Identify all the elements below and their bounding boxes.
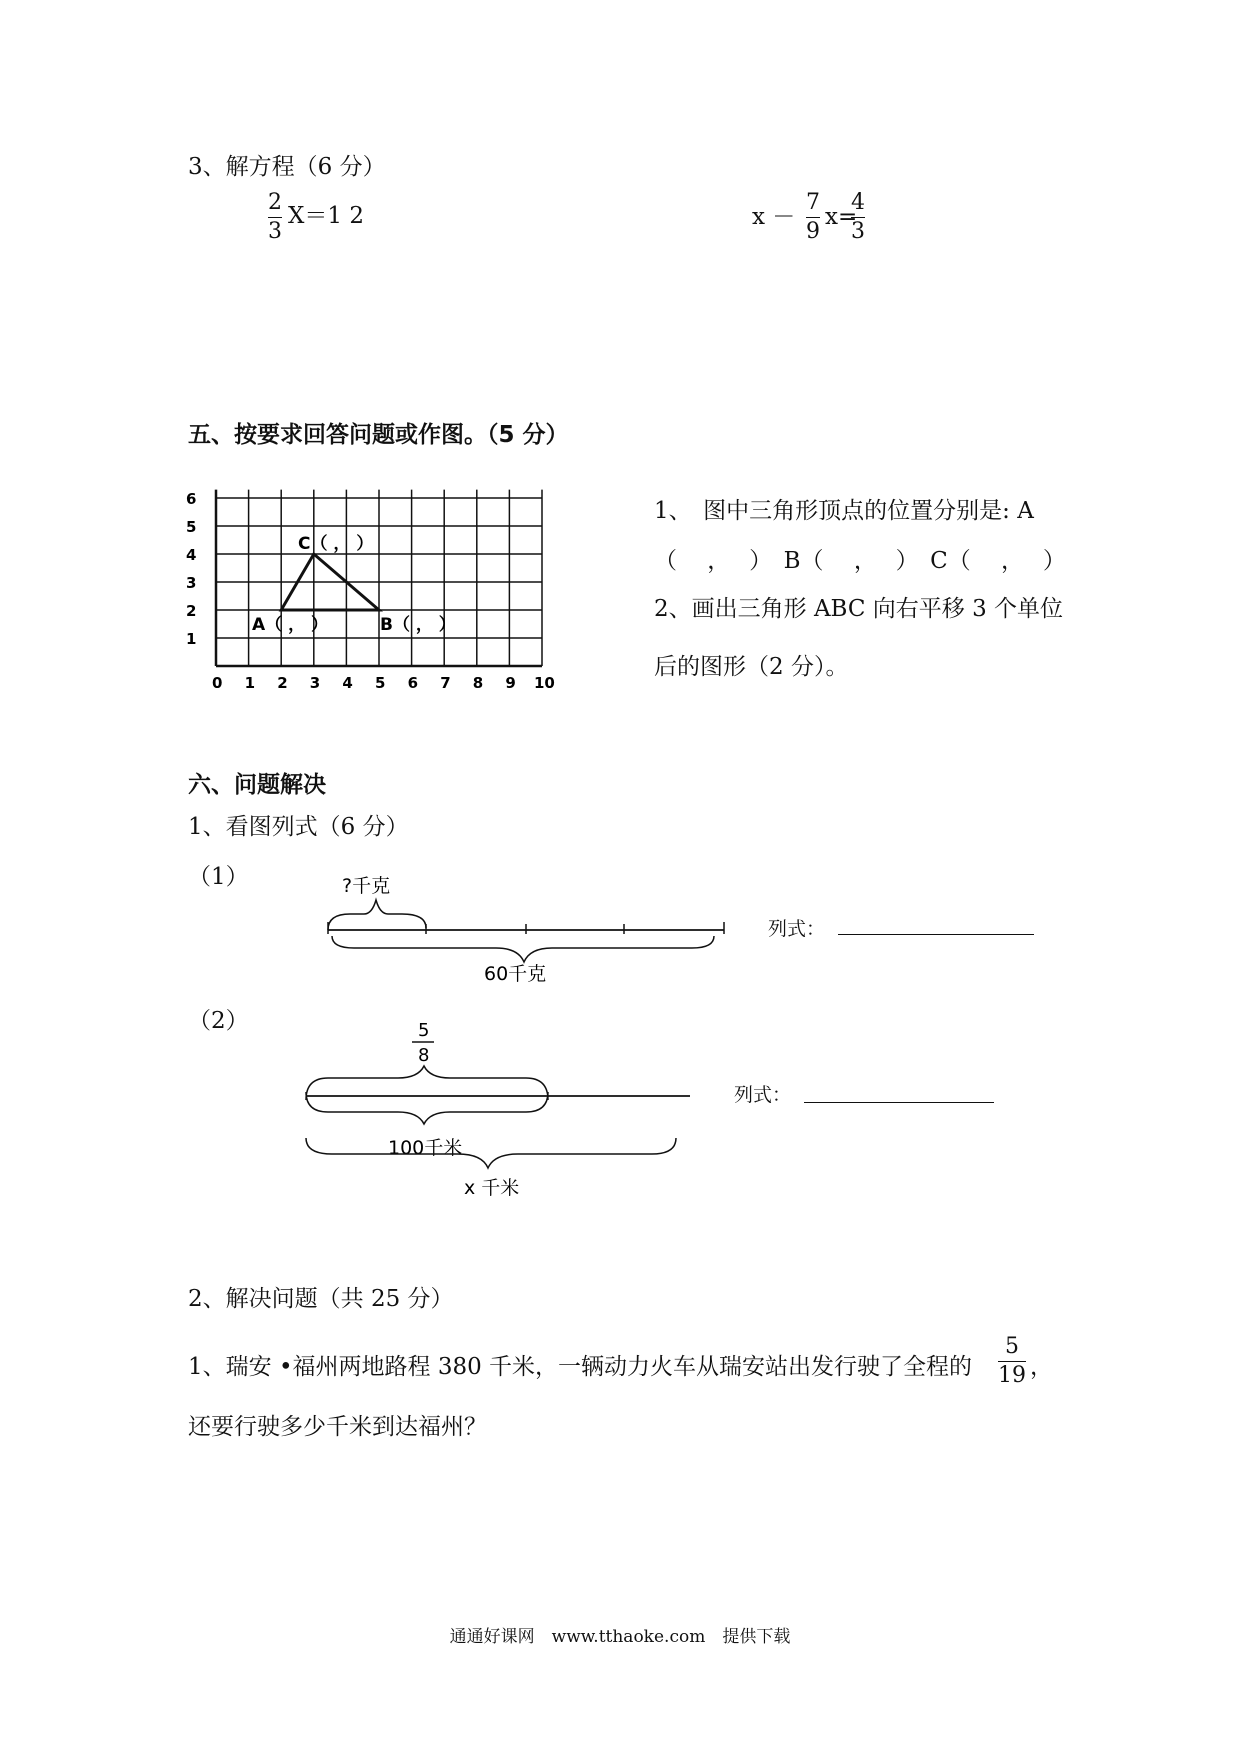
problem1-bottom-brace bbox=[332, 936, 714, 962]
equation1-numerator: 2 bbox=[268, 190, 282, 215]
problem2-top-brace bbox=[306, 1066, 548, 1100]
equation2-prefix: x － bbox=[752, 204, 796, 230]
section6-sub1-title: 1、看图列式（6 分） bbox=[188, 814, 409, 840]
y-tick-label: 1 bbox=[186, 630, 197, 648]
equation2-fraction1 bbox=[806, 192, 820, 243]
section5-q2-line2: 后的图形（2 分）。 bbox=[654, 654, 849, 680]
problem2-diagram bbox=[298, 1018, 698, 1208]
problem-text-line2: 还要行驶多少千米到达福州？ bbox=[188, 1414, 487, 1440]
x-tick-label: 3 bbox=[309, 674, 321, 692]
grid-lines bbox=[216, 490, 542, 666]
section5-title: 五、按要求回答问题或作图。（5 分） bbox=[188, 422, 569, 448]
equation2-fraction2 bbox=[851, 192, 865, 243]
equation2-num2: 4 bbox=[851, 190, 865, 215]
x-tick-label: 4 bbox=[342, 674, 353, 692]
x-tick-label: 1 bbox=[244, 674, 256, 692]
problem2-fraction-num: 5 bbox=[418, 1020, 430, 1041]
x-tick-label: 0 bbox=[212, 674, 223, 692]
problem1-answer-blank[interactable] bbox=[838, 914, 1034, 935]
problem2-bottom-brace bbox=[306, 1138, 676, 1168]
equation2-den1: 9 bbox=[806, 219, 820, 244]
problem-fraction bbox=[998, 1336, 1026, 1387]
problem2-label: （2） bbox=[188, 1008, 249, 1034]
problem2-bottom-label: x 千米 bbox=[464, 1177, 520, 1199]
x-tick-label: 10 bbox=[534, 674, 555, 692]
x-tick-label: 6 bbox=[407, 674, 419, 692]
problem-text-comma: ， bbox=[1030, 1354, 1053, 1380]
problem-text-line1: 1、瑞安 •福州两地路程 380 千米，一辆动力火车从瑞安站出发行驶了全程的 bbox=[188, 1354, 973, 1380]
section6-sub2-title: 2、解决问题（共 25 分） bbox=[188, 1286, 454, 1312]
grid-tick-labels bbox=[186, 490, 555, 692]
problem2-middle-label: 100千米 bbox=[388, 1137, 463, 1159]
problem-fraction-den: 19 bbox=[998, 1363, 1026, 1388]
problem1-diagram bbox=[320, 868, 740, 988]
problem2-formula-label: 列式： bbox=[734, 1084, 792, 1106]
section5-q1-line2: （ ， ） B（ ， ） C（ ， ） bbox=[654, 548, 1066, 574]
y-tick-label: 5 bbox=[186, 518, 197, 536]
x-tick-label: 9 bbox=[505, 674, 516, 692]
problem1-label: （1） bbox=[188, 864, 249, 890]
y-tick-label: 3 bbox=[186, 574, 197, 592]
problem1-bottom-label: 60千克 bbox=[484, 963, 547, 985]
y-tick-label: 6 bbox=[186, 490, 197, 508]
equation1-rest: X＝1 2 bbox=[288, 203, 364, 229]
vertex-c-label: C（ ， ） bbox=[298, 534, 374, 554]
y-tick-label: 4 bbox=[186, 546, 197, 564]
y-tick-label: 2 bbox=[186, 602, 197, 620]
equation2-den2: 3 bbox=[851, 219, 865, 244]
equation1-denominator: 3 bbox=[268, 219, 282, 244]
problem-fraction-num: 5 bbox=[1005, 1334, 1019, 1359]
equation2-mid: x= bbox=[825, 204, 858, 230]
problem2-fraction-den: 8 bbox=[418, 1045, 430, 1066]
section5-q1-line1: 1、 图中三角形顶点的位置分别是: A bbox=[654, 498, 1034, 524]
x-tick-label: 2 bbox=[277, 674, 288, 692]
problem2-answer-blank[interactable] bbox=[804, 1082, 994, 1103]
problem1-top-brace bbox=[328, 900, 426, 930]
section6-title: 六、问题解决 bbox=[188, 772, 326, 798]
equation1-fraction bbox=[268, 192, 282, 243]
section5-q2-line1: 2、画出三角形 ABC 向右平移 3 个单位 bbox=[654, 596, 1064, 622]
problem1-top-label: ?千克 bbox=[342, 875, 391, 897]
equation-question-title: 3、解方程（6 分） bbox=[188, 154, 386, 180]
problem1-formula-label: 列式： bbox=[768, 918, 826, 940]
x-tick-label: 5 bbox=[375, 674, 386, 692]
vertex-b-label: B（ ， ） bbox=[380, 615, 456, 635]
footer-text: 通通好课网 www.tthaoke.com 提供下载 bbox=[449, 1627, 791, 1647]
vertex-a-label: A（ ， ） bbox=[252, 615, 328, 635]
x-tick-label: 7 bbox=[440, 674, 451, 692]
equation2-num1: 7 bbox=[806, 190, 820, 215]
coordinate-grid bbox=[180, 470, 580, 692]
x-tick-label: 8 bbox=[472, 674, 484, 692]
